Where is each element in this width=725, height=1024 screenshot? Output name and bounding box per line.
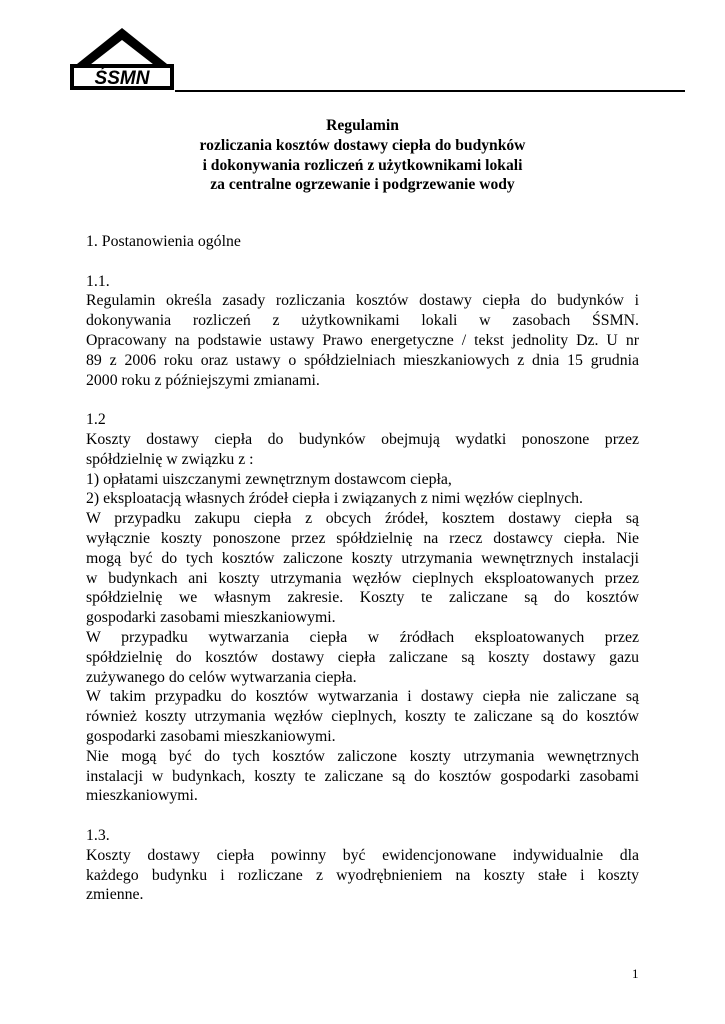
paragraph-line: spółdzielnię do kosztów dostawy ciepła zaliczane są koszty dostawy gazu [86, 648, 639, 666]
title-line: Regulamin [326, 117, 399, 134]
page-number: 1 [632, 966, 639, 981]
paragraph-line: W takim przypadku do kosztów wytwarzania i dostawy ciepła nie zaliczane są [86, 688, 639, 706]
paragraph-line: Opracowany na podstawie ustawy Prawo energetyczne / tekst jednolity Dz. U nr [86, 331, 639, 349]
paragraph-line: W przypadku wytwarzania ciepła w źródłach eksploatowanych przez [86, 628, 639, 646]
paragraph-line: 89 z 2006 roku oraz ustawy o spółdzielniach mieszkaniowych z dnia 15 grudnia [86, 351, 639, 369]
paragraph-line: wyłącznie koszty ponoszone przez spółdzielnię na rzecz dostawcy ciepła. Nie [86, 529, 639, 547]
title-line: rozliczania kosztów dostawy ciepła do budynków [199, 136, 526, 154]
paragraph-line: W przypadku zakupu ciepła z obcych źródeł, kosztem dostawy ciepła są [86, 510, 639, 528]
paragraph-line: gospodarki zasobami mieszkaniowymi. [86, 727, 336, 745]
paragraph-line: instalacji w budynkach, koszty te zaliczane są do kosztów gospodarki zasobami [86, 767, 639, 785]
logo-text: ŚSMN [94, 68, 150, 89]
paragraph-line: Regulamin określa zasady rozliczania kosztów dostawy ciepła do budynków i [86, 292, 639, 310]
document-title [86, 116, 639, 195]
paragraph-line: mieszkaniowymi. [86, 787, 198, 805]
paragraph-line: dokonywania rozliczeń z użytkownikami lokali w zasobach ŚSMN. [86, 312, 639, 330]
paragraph-line: spółdzielnię w związku z : [86, 450, 254, 468]
title-line: za centralne ogrzewanie i podgrzewanie wody [210, 176, 515, 194]
house-logo-icon [68, 24, 176, 92]
paragraph-line: zużywanego do celów wytwarzania ciepła. [86, 668, 357, 686]
paragraph-line: zmienne. [86, 886, 144, 904]
paragraph-line: Nie mogą być do tych kosztów zaliczone koszty utrzymania wewnętrznych [86, 747, 639, 765]
paragraph-line: 2000 roku z późniejszymi zmianami. [86, 371, 320, 389]
paragraph-line: w budynkach ani koszty utrzymania węzłów cieplnych eksploatowanych przez [86, 569, 639, 587]
paragraph-line: Koszty dostawy ciepła powinny być ewidencjonowane indywidualnie dla [86, 846, 639, 864]
header-rule [175, 90, 685, 92]
list-item: 2) eksploatacją własnych źródeł ciepła i związanych z nimi węzłów cieplnych. [86, 490, 583, 508]
paragraph-line: spółdzielnię we własnym zakresie. Koszty te zaliczane są do kosztów [86, 589, 639, 607]
paragraph-number: 1.3. [86, 826, 110, 844]
paragraph-number: 1.1. [86, 272, 110, 290]
paragraph-line: Koszty dostawy ciepła do budynków obejmują wydatki ponoszone przez [86, 430, 639, 448]
title-line: i dokonywania rozliczeń z użytkownikami lokali [202, 156, 523, 174]
paragraph-line: mogą być do tych kosztów zaliczone koszty utrzymania wewnętrznych instalacji [86, 549, 639, 567]
paragraph-line: również koszty utrzymania węzłów cieplnych, koszty te zaliczane są do kosztów [86, 708, 639, 726]
section-heading: 1. Postanowienia ogólne [86, 233, 241, 250]
paragraph-line: gospodarki zasobami mieszkaniowymi. [86, 609, 336, 627]
paragraph-line: każdego budynku i rozliczane z wyodrębnieniem na koszty stałe i koszty [86, 866, 639, 884]
document-body [86, 232, 639, 905]
paragraph-number: 1.2 [86, 411, 106, 429]
company-logo [68, 24, 176, 92]
list-item: 1) opłatami uiszczanymi zewnętrznym dostawcom ciepła, [86, 470, 452, 488]
